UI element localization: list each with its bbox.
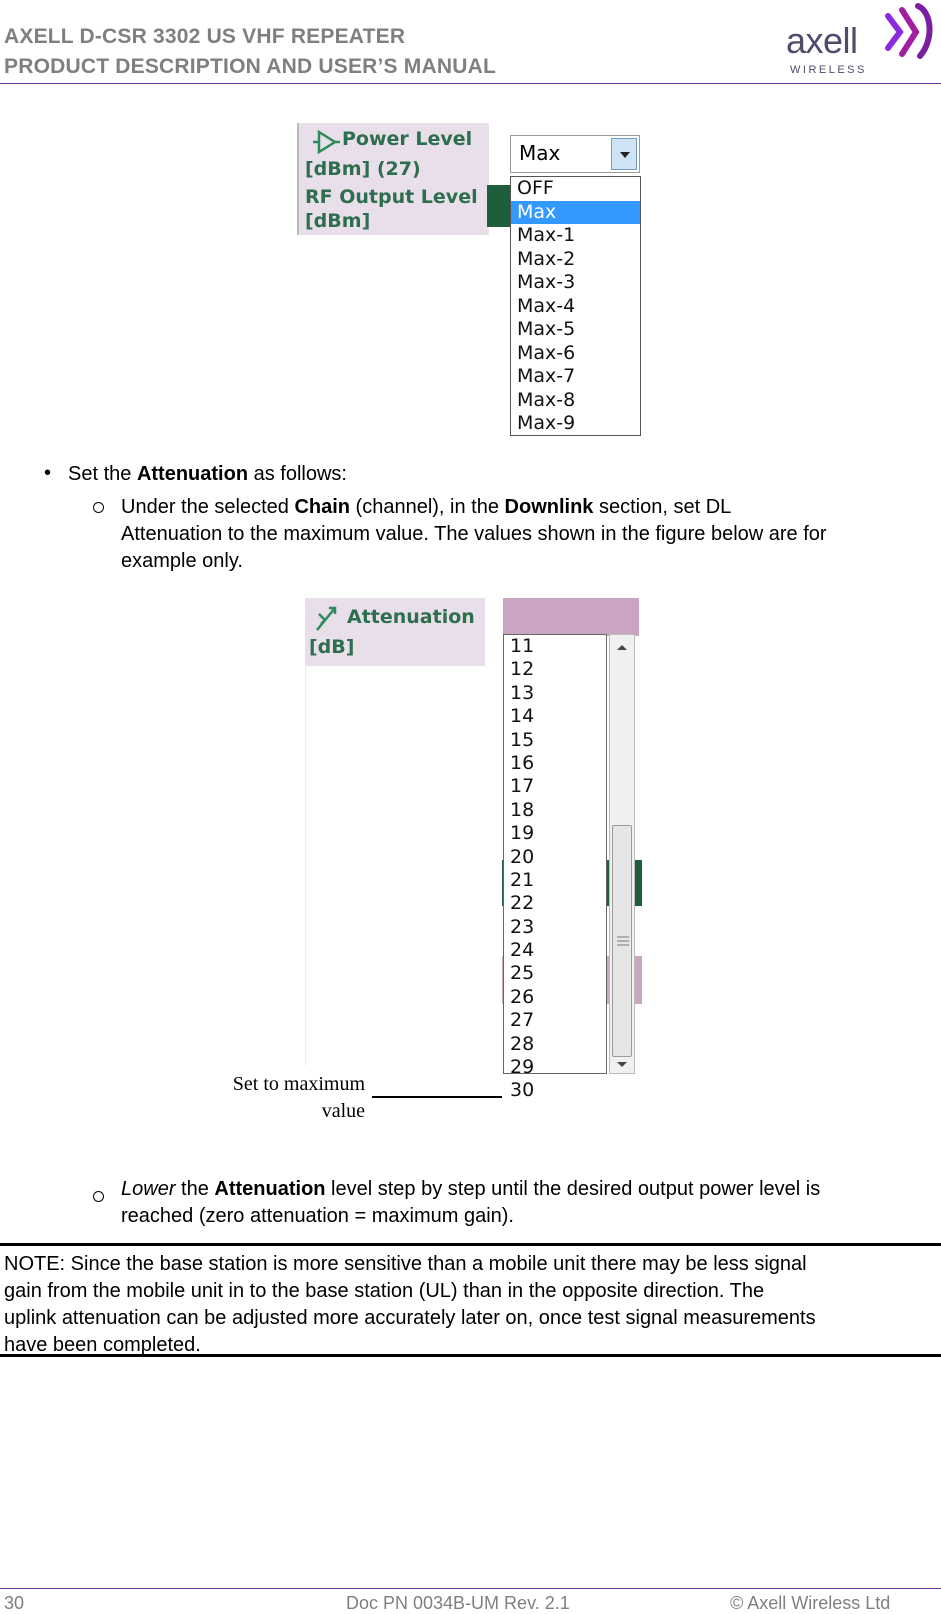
sub2-line2: reached (zero attenuation = maximum gain). <box>121 1205 514 1227</box>
sub-bullet-circle <box>93 502 104 513</box>
option-24[interactable]: 24 <box>510 939 535 962</box>
option-max-1[interactable]: Max-1 <box>517 224 576 246</box>
option-max-3[interactable]: Max-3 <box>517 271 576 293</box>
amplifier-icon <box>311 129 341 155</box>
option-19[interactable]: 19 <box>510 822 535 845</box>
sub2-lower: Lower <box>121 1178 176 1200</box>
grip-icon <box>617 936 629 946</box>
option-16[interactable]: 16 <box>510 751 535 774</box>
rf-output-label: RF Output Level <box>305 186 478 208</box>
option-23[interactable]: 23 <box>510 915 535 938</box>
callout-leader-line <box>372 1096 502 1098</box>
sub1-downlink: Downlink <box>504 496 594 518</box>
page-number: 30 <box>4 1593 25 1613</box>
doc-number: Doc PN 0034B-UM Rev. 2.1 <box>346 1593 570 1613</box>
logo-text: axell <box>786 20 858 61</box>
sub1-t3: section, set DL <box>593 496 732 518</box>
option-29[interactable]: 29 <box>510 1056 535 1079</box>
attenuation-unit: [dB] <box>309 636 355 658</box>
option-22[interactable]: 22 <box>510 892 535 915</box>
option-18[interactable]: 18 <box>510 798 535 821</box>
callout-line1: Set to maximum <box>232 1073 365 1095</box>
option-max-9[interactable]: Max-9 <box>517 412 576 434</box>
select-value: Max <box>519 141 561 165</box>
bullet1-suffix: as follows: <box>248 463 347 485</box>
footer-divider <box>0 1588 941 1589</box>
option-max-4[interactable]: Max-4 <box>517 294 576 317</box>
scroll-up-icon[interactable] <box>616 643 628 651</box>
option-13[interactable]: 13 <box>510 681 535 704</box>
attenuation-label: Attenuation <box>347 606 475 628</box>
note-text <box>4 1251 939 1359</box>
callout-label <box>180 1071 365 1125</box>
option-27[interactable]: 27 <box>510 1009 535 1032</box>
scrollbar-thumb[interactable] <box>612 825 632 1057</box>
option-17[interactable]: 17 <box>510 775 535 798</box>
attenuator-icon <box>313 604 339 634</box>
header-title-line2: PRODUCT DESCRIPTION AND USER’S MANUAL <box>4 55 496 78</box>
power-level-select[interactable] <box>510 135 640 173</box>
sub2-attenuation: Attenuation <box>214 1178 326 1200</box>
blank-panel <box>305 666 494 1066</box>
power-level-options[interactable] <box>510 176 641 436</box>
sub-bullet-circle-2 <box>93 1191 104 1202</box>
sub2-t2: level step by step until the desired output power level is <box>325 1178 821 1200</box>
sub-bullet-lower <box>121 1176 936 1230</box>
scroll-down-icon[interactable] <box>616 1061 628 1069</box>
note-line2: gain from the mobile unit in to the base station (UL) than in the opposite direction. The <box>4 1280 765 1302</box>
sub1-t1: Under the selected <box>121 496 295 518</box>
copyright: © Axell Wireless Ltd <box>730 1593 891 1613</box>
power-level-label: Power Level <box>342 128 473 150</box>
option-max-6[interactable]: Max-6 <box>517 341 576 364</box>
option-25[interactable]: 25 <box>510 962 535 985</box>
note-line1: NOTE: Since the base station is more sensitive than a mobile unit there may be less signal <box>4 1253 807 1275</box>
bullet1-bold: Attenuation <box>136 463 249 485</box>
option-max-8[interactable]: Max-8 <box>517 388 576 411</box>
option-21[interactable]: 21 <box>510 868 535 891</box>
attenuation-options[interactable] <box>503 634 607 1102</box>
bullet-dot: • <box>44 462 52 484</box>
note-box <box>0 1243 941 1357</box>
sub1-line2: Attenuation to the maximum value. The values shown in the figure below are for <box>121 523 827 545</box>
sub2-t1: the <box>175 1178 215 1200</box>
option-28[interactable]: 28 <box>510 1032 535 1055</box>
option-max[interactable]: Max <box>511 201 640 225</box>
scrollbar[interactable] <box>609 634 635 1074</box>
option-max-5[interactable]: Max-5 <box>517 318 576 340</box>
option-max-2[interactable]: Max-2 <box>517 247 576 270</box>
option-max-7[interactable]: Max-7 <box>517 365 576 387</box>
power-level-unit: [dBm] (27) <box>305 158 421 180</box>
sub1-line3: example only. <box>121 550 243 572</box>
callout-line2: value <box>321 1100 365 1122</box>
option-11[interactable]: 11 <box>510 635 535 657</box>
chevron-down-icon[interactable] <box>611 138 637 170</box>
sub-bullet-chain <box>121 494 936 575</box>
note-line3: uplink attenuation can be adjusted more accurately later on, once test signal measurements <box>4 1307 816 1329</box>
sub1-t2: (channel), in the <box>350 496 505 518</box>
logo-subtext: WIRELESS <box>790 64 867 76</box>
header-title-line1: AXELL D-CSR 3302 US VHF REPEATER <box>4 25 406 48</box>
axell-logo <box>786 2 936 78</box>
bullet-attenuation <box>68 461 347 488</box>
power-level-screenshot <box>297 123 647 441</box>
header-divider <box>0 83 941 84</box>
rf-output-unit: [dBm] <box>305 210 371 232</box>
option-20[interactable]: 20 <box>510 845 535 868</box>
sub1-chain: Chain <box>294 496 350 518</box>
bullet1-prefix: Set the <box>68 463 137 485</box>
attenuation-screenshot <box>305 598 645 1108</box>
note-line4: have been completed. <box>4 1334 201 1356</box>
logo-chevrons-icon <box>880 2 936 64</box>
option-14[interactable]: 14 <box>510 705 535 728</box>
option-30[interactable]: 30 <box>510 1079 535 1102</box>
option-15[interactable]: 15 <box>510 728 535 751</box>
header-cell <box>503 598 639 636</box>
option-12[interactable]: 12 <box>510 658 535 681</box>
option-26[interactable]: 26 <box>510 985 535 1008</box>
option-off[interactable]: OFF <box>517 177 554 199</box>
